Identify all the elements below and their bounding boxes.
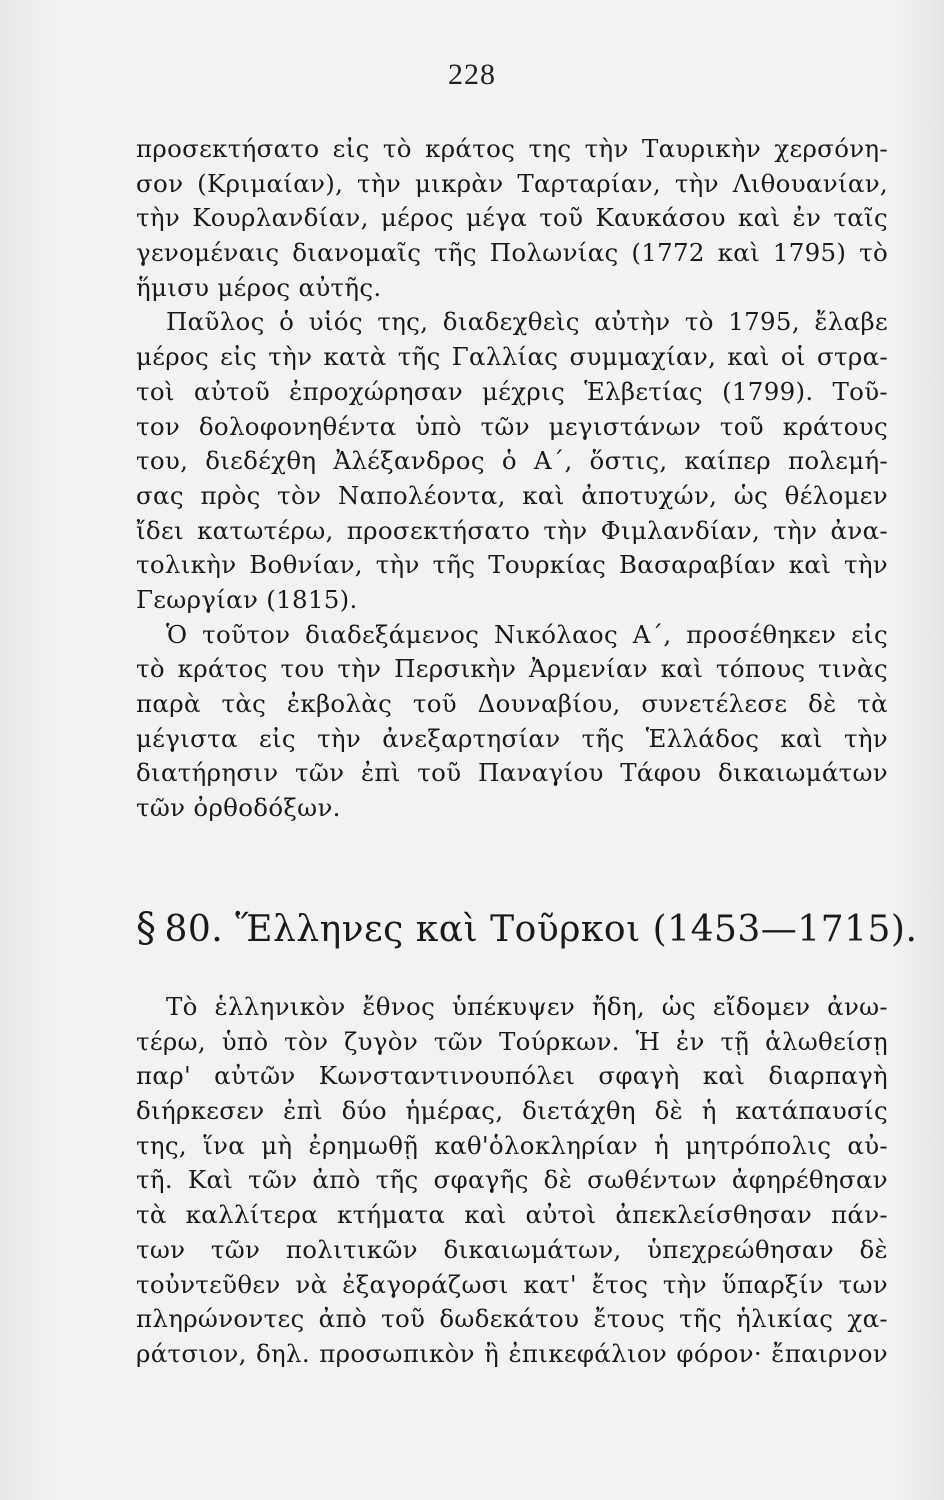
text-line: διατήρησιν τῶν ἐπὶ τοῦ Παναγίου Τάφου δικαιωμάτων	[136, 758, 888, 788]
text-line: του, διεδέχθη Ἀλέξανδρος ὁ Α΄, ὅστις, καίπερ πολεμή-	[136, 446, 888, 476]
paragraph-start-line: Τὸ ἑλληνικὸν ἔθνος ὑπέκυψεν ἤδη, ὡς εἴδομεν ἀνω-	[166, 992, 888, 1021]
text-line: ἥμισυ μέρος αὐτῆς.	[136, 272, 382, 302]
text-line: μέρος εἰς τὴν κατὰ τῆς Γαλλίας συμμαχίαν, καὶ οἱ στρα-	[136, 342, 888, 372]
text-line: ἴδει κατωτέρω, προσεκτήσατο τὴν Φιμλανδίαν, τὴν ἀνα-	[136, 515, 888, 545]
text-line: σον (Κριμαίαν), τὴν μικρὰν Ταρταρίαν, τὴν Λιθουανίαν,	[136, 168, 888, 198]
body-text-upper	[136, 132, 888, 826]
text-line: Γεωργίαν (1815).	[136, 584, 358, 614]
text-line: τοὐντεῦθεν νὰ ἐξαγοράζωσι κατ' ἔτος τὴν ὕπαρξίν των	[136, 1269, 888, 1299]
text-line: τολικὴν Βοθνίαν, τὴν τῆς Τουρκίας Βασαραβίαν καὶ τὴν	[136, 550, 888, 580]
text-line: τὸ κράτος του τὴν Περσικὴν Ἀρμενίαν καὶ τόπους τινὰς	[136, 654, 888, 684]
section-sign: §	[136, 905, 157, 951]
text-line: τον δολοφονηθέντα ὑπὸ τῶν μεγιστάνων τοῦ κράτους	[136, 411, 888, 441]
paragraph-start-line: Παῦλος ὁ υἱός της, διαδεχθεὶς αὐτὴν τὸ 1795, ἔλαβε	[166, 307, 888, 337]
text-line: προσεκτήσατο εἰς τὸ κράτος της τὴν Ταυρικὴν χερσόνη-	[136, 134, 888, 163]
text-line: τὰ καλλίτερα κτήματα καὶ αὐτοὶ ἀπεκλείσθησαν πάν-	[136, 1200, 888, 1230]
text-line: γενομέναις διανομαῖς τῆς Πολωνίας (1772 καὶ 1795) τὸ	[136, 238, 888, 268]
paragraph-start-line: Ὁ τοῦτον διαδεξάμενος Νικόλαος Α΄, προσέθηκεν εἰς	[166, 619, 888, 649]
text-line: διήρκεσεν ἐπὶ δύο ἡμέρας, διετάχθη δὲ ἡ κατάπαυσίς	[136, 1096, 888, 1126]
page-number: 228	[448, 58, 496, 91]
section-title: 80. Ἕλληνες καὶ Τοῦρκοι (1453—1715).	[164, 909, 918, 950]
body-text-lower	[136, 990, 888, 1372]
text-line: σας πρὸς τὸν Ναπολέοντα, καὶ ἀποτυχών, ὡς θέλομεν	[136, 480, 888, 510]
text-line: τῆ. Καὶ τῶν ἀπὸ τῆς σφαγῆς δὲ σωθέντων ἀφηρέθησαν	[136, 1165, 888, 1195]
text-line: τέρω, ὑπὸ τὸν ζυγὸν τῶν Τούρκων. Ἡ ἐν τῇ ἁλωθείσῃ	[136, 1026, 888, 1056]
text-line: τοὶ αὐτοῦ ἐπροχώρησαν μέχρις Ἑλβετίας (1799). Τοῦ-	[136, 376, 888, 406]
section-heading	[136, 898, 918, 958]
text-line: των τῶν πολιτικῶν δικαιωμάτων, ὑπεχρεώθησαν δὲ	[136, 1234, 888, 1264]
text-line: τὴν Κουρλανδίαν, μέρος μέγα τοῦ Καυκάσου καὶ ἐν ταῖς	[136, 203, 888, 233]
text-line: ράτσιον, δηλ. προσωπικὸν ἢ ἐπικεφάλιον φόρον· ἔπαιρνον	[136, 1338, 888, 1368]
text-line: παρ' αὐτῶν Κωνσταντινουπόλει σφαγὴ καὶ διαρπαγὴ	[136, 1061, 888, 1091]
text-line: πληρώνοντες ἀπὸ τοῦ δωδεκάτου ἔτους τῆς ἡλικίας χα-	[136, 1304, 888, 1334]
text-line: της, ἵνα μὴ ἐρημωθῇ καθ'ὁλοκληρίαν ἡ μητρόπολις αὐ-	[136, 1130, 888, 1160]
text-line: παρὰ τὰς ἐκβολὰς τοῦ Δουναβίου, συνετέλεσε δὲ τὰ	[136, 689, 888, 718]
text-line: τῶν ὀρθοδόξων.	[136, 793, 341, 823]
text-line: μέγιστα εἰς τὴν ἀνεξαρτησίαν τῆς Ἑλλάδος καὶ τὴν	[136, 723, 888, 753]
